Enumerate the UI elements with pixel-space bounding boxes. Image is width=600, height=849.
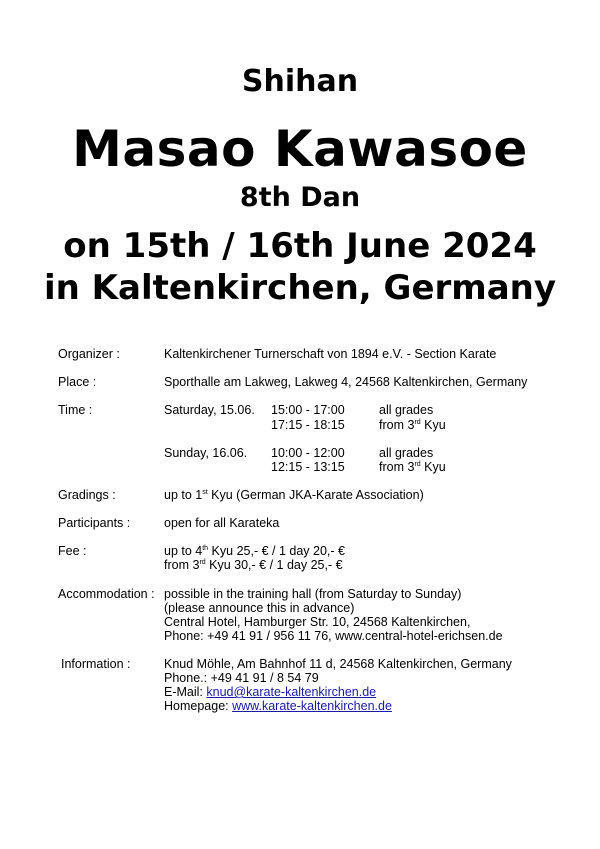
sunday-day: Sunday, 16.06.: [164, 446, 248, 460]
sunday-grade-2: from 3rd Kyu: [379, 460, 446, 474]
place-value: Sporthalle am Lakweg, Lakweg 4, 24568 Kaltenkirchen, Germany: [164, 375, 528, 389]
gradings-value: up to 1st Kyu (German JKA-Karate Association): [164, 488, 424, 502]
sunday-slot-1: 10:00 - 12:00: [271, 446, 345, 460]
information-homepage-row: [164, 699, 392, 713]
fee-line-1: up to 4th Kyu 25,- € / 1 day 20,- €: [164, 544, 345, 558]
sunday-slot-2: 12:15 - 13:15: [271, 460, 345, 474]
information-phone: Phone.: +49 41 91 / 8 54 79: [164, 671, 319, 685]
homepage-link[interactable]: www.karate-kaltenkirchen.de: [232, 699, 392, 713]
event-location: in Kaltenkirchen, Germany: [43, 268, 557, 308]
information-label: Information :: [61, 657, 131, 671]
sunday-grade-1: all grades: [379, 446, 434, 460]
accommodation-line-3: Central Hotel, Hamburger Str. 10, 24568 Kaltenkirchen,: [164, 615, 471, 629]
saturday-grade-2: from 3rd Kyu: [379, 418, 446, 432]
gradings-label: Gradings :: [58, 488, 116, 502]
saturday-day: Saturday, 15.06.: [164, 403, 255, 417]
participants-label: Participants :: [58, 516, 131, 530]
fee-line-2: from 3rd Kyu 30,- € / 1 day 25,- €: [164, 558, 343, 572]
organizer-label: Organizer :: [58, 347, 120, 361]
participants-value: open for all Karateka: [164, 516, 280, 530]
saturday-slot-2: 17:15 - 18:15: [271, 418, 345, 432]
accommodation-line-1: possible in the training hall (from Saturday to Sunday): [164, 587, 462, 601]
instructor-rank: 8th Dan: [239, 182, 361, 213]
information-email-row: [164, 685, 376, 699]
saturday-slot-1: 15:00 - 17:00: [271, 403, 345, 417]
email-link[interactable]: knud@karate-kaltenkirchen.de: [206, 685, 377, 699]
saturday-grade-1: all grades: [379, 403, 434, 417]
email-label: E-Mail:: [164, 685, 207, 699]
accommodation-label: Accommodation :: [58, 587, 155, 601]
organizer-value: Kaltenkirchener Turnerschaft von 1894 e.V. - Section Karate: [164, 347, 497, 361]
homepage-label: Homepage:: [164, 699, 233, 713]
fee-label: Fee :: [58, 544, 87, 558]
instructor-name: Masao Kawasoe: [72, 120, 528, 178]
information-line-1: Knud Möhle, Am Bahnhof 11 d, 24568 Kaltenkirchen, Germany: [164, 657, 512, 671]
time-label: Time :: [58, 403, 93, 417]
event-date: on 15th / 16th June 2024: [63, 226, 537, 266]
accommodation-line-2: (please announce this in advance): [164, 601, 355, 615]
title-shihan: Shihan: [241, 64, 359, 99]
place-label: Place :: [58, 375, 97, 389]
accommodation-line-4: Phone: +49 41 91 / 956 11 76, www.central-hotel-erichsen.de: [164, 629, 503, 643]
